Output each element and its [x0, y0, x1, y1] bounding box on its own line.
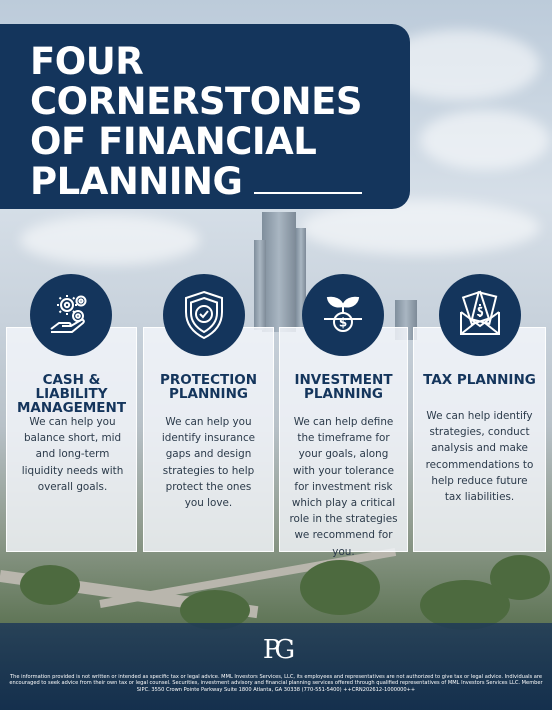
card-title — [414, 373, 545, 387]
card-body: We can help define the timeframe for your goals, along with your tolerance for investment risk which play a critical role in the strategies we recommend for you. — [289, 416, 398, 558]
shield-check-icon — [163, 274, 245, 356]
card-body: We can help you identify insurance gaps and design strategies to help protect the ones you love. — [161, 416, 256, 510]
title-line-4: PLANNING — [30, 160, 243, 203]
card-body: We can help identify strategies, conduct analysis and make recommendations to help reduce future tax liabilities. — [425, 410, 534, 504]
card-title-line-2: MANAGEMENT — [16, 400, 127, 416]
gears-hand-icon — [30, 274, 112, 356]
title-underline-rule — [254, 192, 362, 194]
title-line-4-wrap — [30, 162, 410, 202]
card-cash-liability — [6, 327, 137, 552]
card-title-line-2: PLANNING — [169, 386, 248, 402]
card-title-line-1: TAX PLANNING — [423, 372, 536, 388]
card-title — [144, 373, 273, 401]
pg-monogram-logo: PG — [262, 635, 290, 665]
card-title — [7, 373, 136, 415]
card-title-line-1: PROTECTION — [159, 372, 258, 388]
card-protection — [143, 327, 274, 552]
card-tax — [413, 327, 546, 552]
title-line-1: FOUR — [30, 40, 144, 83]
envelope-money-icon — [439, 274, 521, 356]
title-line-3: OF FINANCIAL — [30, 120, 317, 163]
footer-disclaimer: The information provided is not written or intended as specific tax or legal advice. MML Investors Services, LLC, its employees and representatives are not authorized to give tax or legal advice. Individuals are encouraged to seek advice from their own tax or legal counsel. Securities, investment advisory and financial planning services offered through qualified representatives of MML Investors Services LLC. Member SIPC. 3550 Crown Pointe Parkway Suite 1800 Atlanta, GA 30338 (770-551-5400) ++CRN202612-1000000++ — [9, 674, 543, 693]
svg-text:$: $ — [338, 315, 348, 330]
card-title-line-1: CASH & LIABILITY — [35, 372, 108, 402]
card-investment — [279, 327, 408, 558]
sprout-coin-icon — [302, 274, 384, 356]
title-line-2: CORNERSTONES — [30, 80, 363, 123]
card-body: We can help you balance short, mid and long-term liquidity needs with overall goals. — [21, 416, 124, 493]
card-title — [280, 373, 407, 401]
card-title-line-1: INVESTMENT — [294, 372, 393, 388]
title-banner — [0, 24, 410, 209]
card-title-line-2: PLANNING — [304, 386, 383, 402]
